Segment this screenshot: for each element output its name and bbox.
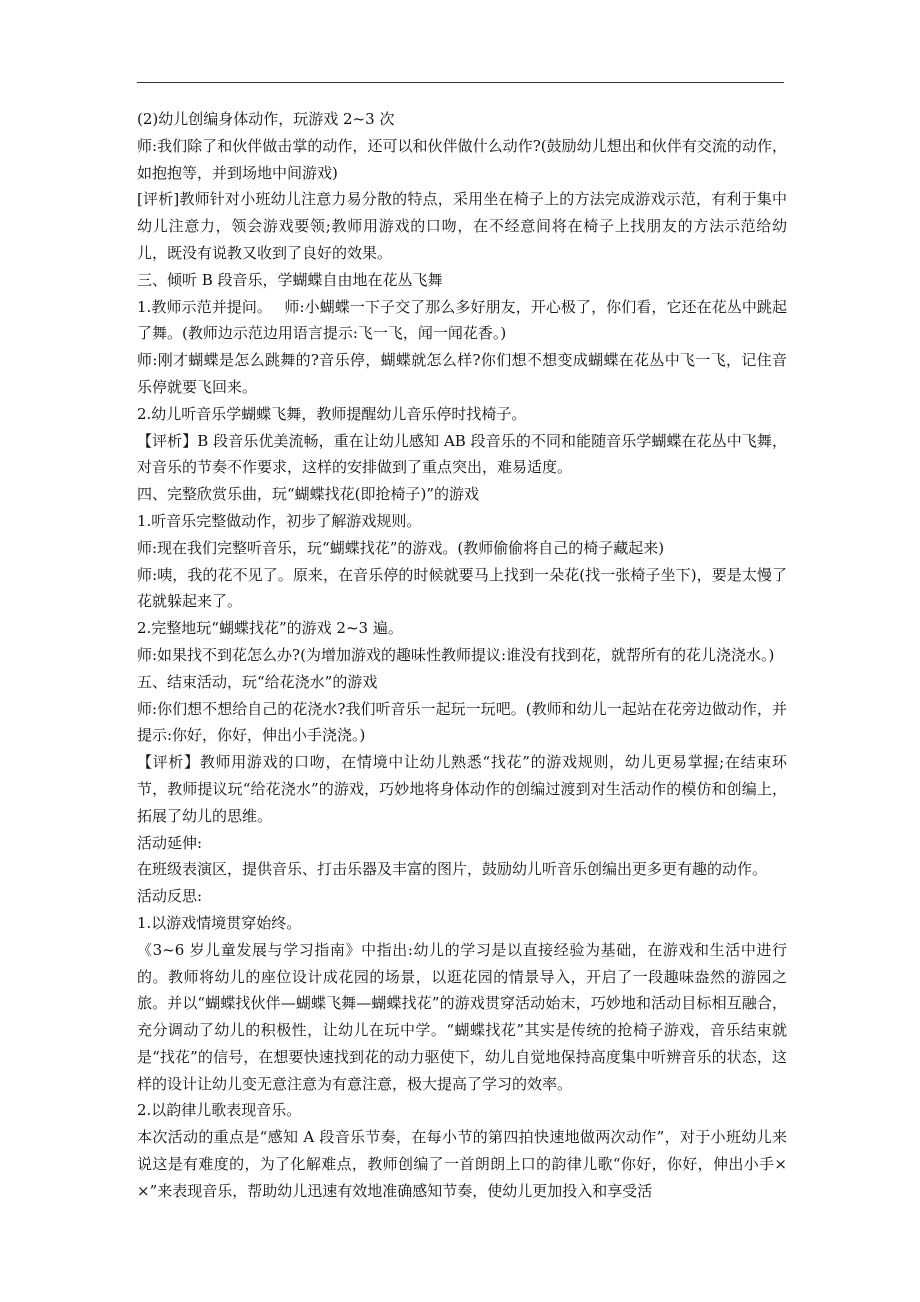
paragraph: 本次活动的重点是“感知 A 段音乐节奏，在每小节的第四拍快速地做两次动作”，对于小班幼儿来说这是有难度的，为了化解难点，教师创编了一首朗朗上口的韵律儿歌“你好，你好，伸出小手××”来表现音乐，帮助幼儿迅速有效地准确感知节奏，使幼儿更加投入和享受活 xyxy=(137,1128,787,1200)
document-body xyxy=(137,106,787,1205)
paragraph: 1.以游戏情境贯穿始终。 xyxy=(137,913,302,932)
section-heading: 活动反思: xyxy=(137,887,203,906)
paragraph: 1.听音乐完整做动作，初步了解游戏规则。 xyxy=(137,511,422,530)
section-heading: 活动延伸: xyxy=(137,833,203,852)
paragraph: 师:咦，我的花不见了。原来，在音乐停的时候就要马上找到一朵花(找一张椅子坐下)，要是太慢了花就躲起来了。 xyxy=(137,565,787,611)
paragraph: 师:我们除了和伙伴做击掌的动作，还可以和伙伴做什么动作?(鼓励幼儿想出和伙伴有交流的动作，如抱抱等，并到场地中间游戏) xyxy=(137,136,787,182)
paragraph: 【评析】B 段音乐优美流畅，重在让幼儿感知 AB 段音乐的不同和能随音乐学蝴蝶在花丛中飞舞，对音乐的节奏不作要求，这样的安排做到了重点突出，难易适度。 xyxy=(137,431,787,477)
paragraph: 师:刚才蝴蝶是怎么跳舞的?音乐停，蝴蝶就怎么样?你们想不想变成蝴蝶在花丛中飞一飞，记住音乐停就要飞回来。 xyxy=(137,351,787,396)
section-heading: 四、完整欣赏乐曲，玩“蝴蝶找花(即抢椅子)”的游戏 xyxy=(137,485,480,504)
paragraph: 师:你们想不想给自己的花浇水?我们听音乐一起玩一玩吧。(教师和幼儿一起站在花旁边做动作，并提示:你好，你好，伸出小手浇浇。) xyxy=(137,699,787,745)
paragraph: 师:如果找不到花怎么办?(为增加游戏的趣味性教师提议:谁没有找到花，就帮所有的花儿浇浇水。) xyxy=(137,645,775,664)
paragraph: 1.教师示范并提问。 师:小蝴蝶一下子交了那么多好朋友，开心极了，你们看，它还在花丛中跳起了舞。(教师边示范边用语言提示:飞一飞，闻一闻花香。) xyxy=(137,297,787,343)
paragraph: 2.完整地玩“蝴蝶找花”的游戏 2~3 遍。 xyxy=(137,619,403,638)
paragraph: 2.以韵律儿歌表现音乐。 xyxy=(137,1101,302,1120)
section-heading: 三、倾听 B 段音乐，学蝴蝶自由地在花丛飞舞 xyxy=(137,270,443,289)
paragraph: 师:现在我们完整听音乐，玩“蝴蝶找花”的游戏。(教师偷偷将自己的椅子藏起来) xyxy=(137,538,665,557)
header-rule xyxy=(137,82,784,83)
paragraph: 《3~6 岁儿童发展与学习指南》中指出:幼儿的学习是以直接经验为基础，在游戏和生活中进行的。教师将幼儿的座位设计成花园的场景，以逛花园的情景导入，开启了一段趣味盎然的游园之旅。并以“蝴蝶找伙伴—蝴蝶飞舞—蝴蝶找花”的游戏贯穿活动始末，巧妙地和活动目标相互融合，充分调动了幼儿的积极性，让幼儿在玩中学。“蝴蝶找花”其实是传统的抢椅子游戏，音乐结束就是“找花”的信号，在想要快速找到花的动力驱使下，幼儿自觉地保持高度集中听辨音乐的状态，这样的设计让幼儿变无意注意为有意注意，极大提高了学习的效率。 xyxy=(137,940,787,1093)
paragraph: 2.幼儿听音乐学蝴蝶飞舞，教师提醒幼儿音乐停时找椅子。 xyxy=(137,404,527,423)
paragraph: 在班级表演区，提供音乐、打击乐器及丰富的图片，鼓励幼儿听音乐创编出更多更有趣的动作。 xyxy=(137,860,768,879)
paragraph: 【评析】教师用游戏的口吻，在情境中让幼儿熟悉“找花”的游戏规则，幼儿更易掌握;在结束环节，教师提议玩“给花浇水”的游戏，巧妙地将身体动作的创编过渡到对生活动作的模仿和创编上，拓展了幼儿的思维。 xyxy=(137,753,787,825)
section-heading: 五、结束活动，玩“给花浇水”的游戏 xyxy=(137,672,378,691)
paragraph: [评析]教师针对小班幼儿注意力易分散的特点，采用坐在椅子上的方法完成游戏示范，有利于集中幼儿注意力，领会游戏要领;教师用游戏的口吻，在不经意间将在椅子上找朋友的方法示范给幼儿，既没有说教又收到了良好的效果。 xyxy=(137,190,787,262)
paragraph: (2)幼儿创编身体动作，玩游戏 2~3 次 xyxy=(137,110,395,128)
